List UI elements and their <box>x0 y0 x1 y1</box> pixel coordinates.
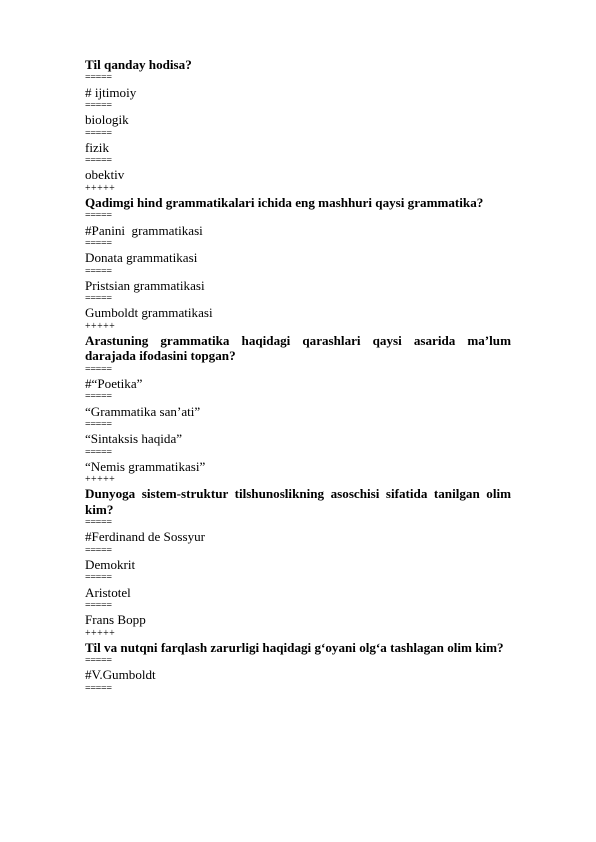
separator: ===== <box>85 100 112 111</box>
separator: ===== <box>85 293 112 305</box>
question-text: Til qanday hodisa? <box>85 57 192 72</box>
question-text: Qadimgi hind grammatikalari ichida eng mashhuri qaysi grammatika? <box>85 194 484 210</box>
answer-option: “Nemis grammatikasi” <box>85 458 206 474</box>
answer-option: “Sintaksis haqida” <box>85 431 183 447</box>
answer-option: #“Poetika” <box>85 375 143 391</box>
separator: ===== <box>85 72 112 84</box>
block-end-marker: +++++ <box>85 182 116 194</box>
answer-option: biologik <box>85 112 129 128</box>
question-text: Arastuning grammatika haqidagi qarashlari qaysi asarida ma’lum darajada ifodasini topgan? <box>85 332 511 364</box>
answer-option: Aristotel <box>85 584 131 600</box>
answer-option: #Panini grammatikasi <box>85 222 203 238</box>
separator: ===== <box>85 544 112 556</box>
separator: ===== <box>85 237 112 249</box>
block-end-marker: +++++ <box>85 627 116 639</box>
separator: ===== <box>85 682 112 694</box>
answer-option: #V.Gumboldt <box>85 667 156 683</box>
separator: ===== <box>85 391 112 403</box>
separator: ===== <box>85 363 112 375</box>
block-end-marker: +++++ <box>85 474 116 486</box>
answer-option: Frans Bopp <box>85 612 146 628</box>
separator: ===== <box>85 446 112 458</box>
separator: ===== <box>85 599 112 611</box>
answer-option: # ijtimoiy <box>85 84 137 100</box>
answer-option: obektiv <box>85 167 125 183</box>
separator: ===== <box>85 210 112 222</box>
document-page <box>85 57 511 695</box>
answer-option: #Ferdinand de Sossyur <box>85 529 206 545</box>
answer-option: “Grammatika san’ati” <box>85 403 201 419</box>
question-text: Til va nutqni farqlash zarurligi haqidagi g‘oyani olg‘a tashlagan olim kim? <box>85 639 504 655</box>
separator: ===== <box>85 127 112 139</box>
separator: ===== <box>85 572 112 584</box>
answer-option: Donata grammatikasi <box>85 250 198 266</box>
answer-option: Gumboldt grammatikasi <box>85 305 213 321</box>
question-text: Dunyoga sistem-struktur tilshunoslikning asoschisi sifatida tanilgan olim kim? <box>85 486 511 517</box>
separator: ===== <box>85 265 112 277</box>
separator: ===== <box>85 517 112 529</box>
block-end-marker: +++++ <box>85 320 116 332</box>
answer-option: Pristsian grammatikasi <box>85 277 205 293</box>
answer-option: fizik <box>85 139 109 155</box>
answer-option: Demokrit <box>85 556 136 572</box>
separator: ===== <box>85 155 112 167</box>
separator: ===== <box>85 655 112 667</box>
separator: ===== <box>85 418 112 430</box>
